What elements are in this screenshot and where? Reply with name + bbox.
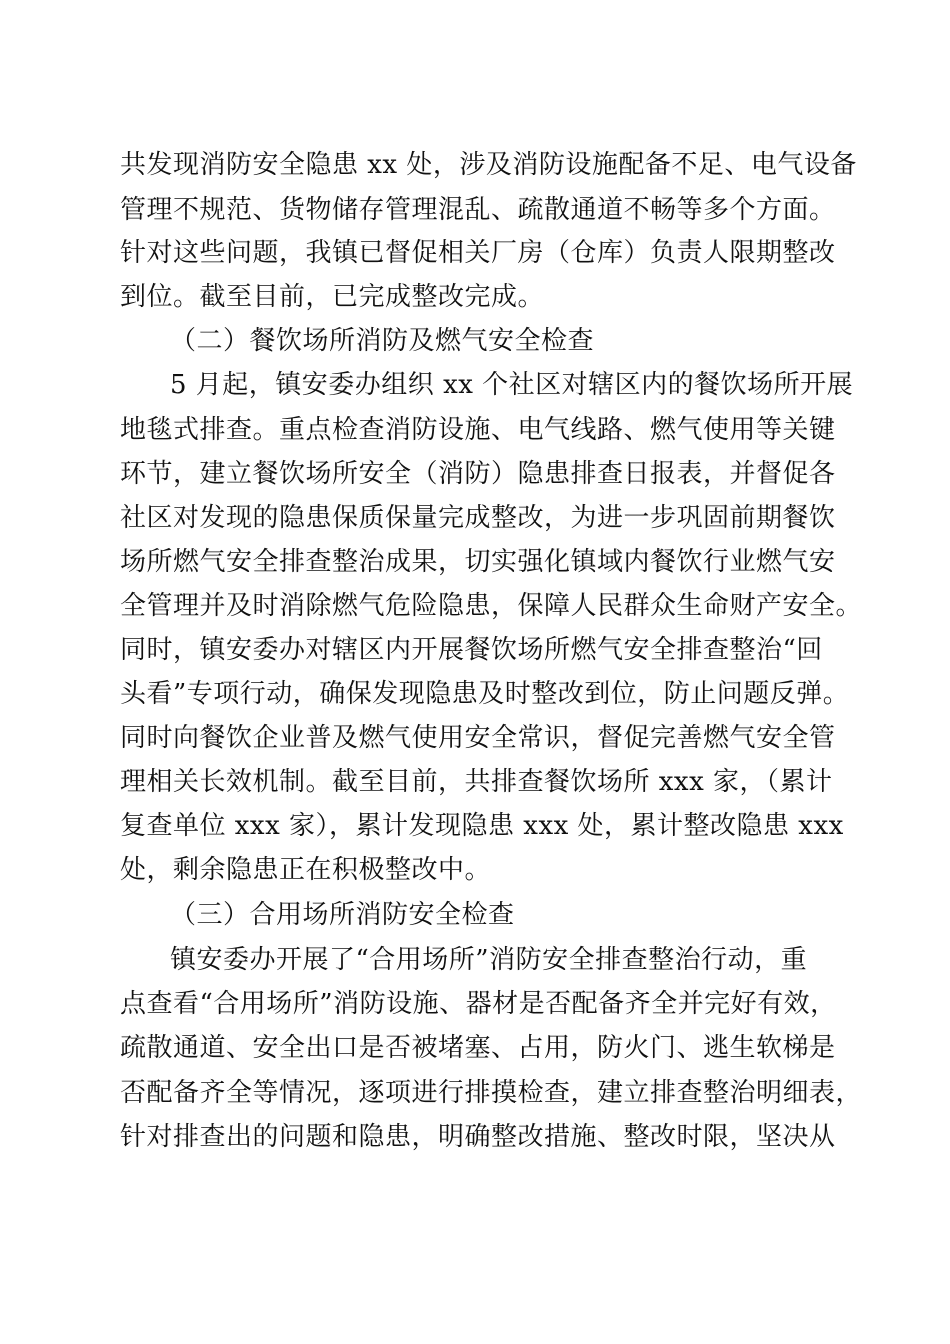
paragraph-line: 头看”专项行动，确保发现隐患及时整改到位，防止问题反弹。 — [120, 679, 850, 709]
paragraph-line: 地毯式排查。重点检查消防设施、电气线路、燃气使用等关键 — [120, 415, 836, 445]
paragraph-line: 同时，镇安委办对辖区内开展餐饮场所燃气安全排查整治“回 — [120, 635, 823, 665]
paragraph-line: 同时向餐饮企业普及燃气使用安全常识，督促完善燃气安全管 — [120, 723, 836, 753]
paragraph-line: 点查看“合用场所”消防设施、器材是否配备齐全并完好有效， — [120, 989, 837, 1019]
paragraph-line: 全管理并及时消除燃气危险隐患，保障人民群众生命财产安全。 — [120, 591, 863, 621]
section-heading-3: （三）合用场所消防安全检查 — [170, 900, 515, 930]
paragraph-line: 环节，建立餐饮场所安全（消防）隐患排查日报表，并督促各 — [120, 459, 836, 489]
paragraph-line: 疏散通道、安全出口是否被堵塞、占用，防火门、逃生软梯是 — [120, 1033, 836, 1063]
section-heading-2: （二）餐饮场所消防及燃气安全检查 — [170, 326, 595, 356]
paragraph-line: 5 月起，镇安委办组织 xx 个社区对辖区内的餐饮场所开展 — [170, 370, 854, 400]
paragraph-line: 共发现消防安全隐患 xx 处，涉及消防设施配备不足、电气设备 — [120, 150, 857, 180]
paragraph-line: 理相关长效机制。截至目前，共排查餐饮场所 xxx 家，（累计 — [120, 767, 833, 797]
paragraph-line: 管理不规范、货物储存管理混乱、疏散通道不畅等多个方面。 — [120, 195, 836, 225]
paragraph-line: 针对这些问题，我镇已督促相关厂房（仓库）负责人限期整改 — [120, 238, 836, 268]
paragraph-line: 复查单位 xxx 家），累计发现隐患 xxx 处，累计整改隐患 xxx — [120, 811, 844, 841]
paragraph-line: 针对排查出的问题和隐患，明确整改措施、整改时限，坚决从 — [120, 1122, 836, 1152]
paragraph-line: 处，剩余隐患正在积极整改中。 — [120, 855, 492, 885]
paragraph-line: 到位。截至目前，已完成整改完成。 — [120, 282, 545, 312]
paragraph-line: 场所燃气安全排查整治成果，切实强化镇域内餐饮行业燃气安 — [120, 547, 836, 577]
paragraph-line: 社区对发现的隐患保质保量完成整改，为进一步巩固前期餐饮 — [120, 503, 836, 533]
paragraph-line: 镇安委办开展了“合用场所”消防安全排查整治行动，重 — [170, 945, 808, 975]
paragraph-line: 否配备齐全等情况，逐项进行排摸检查，建立排查整治明细表， — [120, 1078, 863, 1108]
